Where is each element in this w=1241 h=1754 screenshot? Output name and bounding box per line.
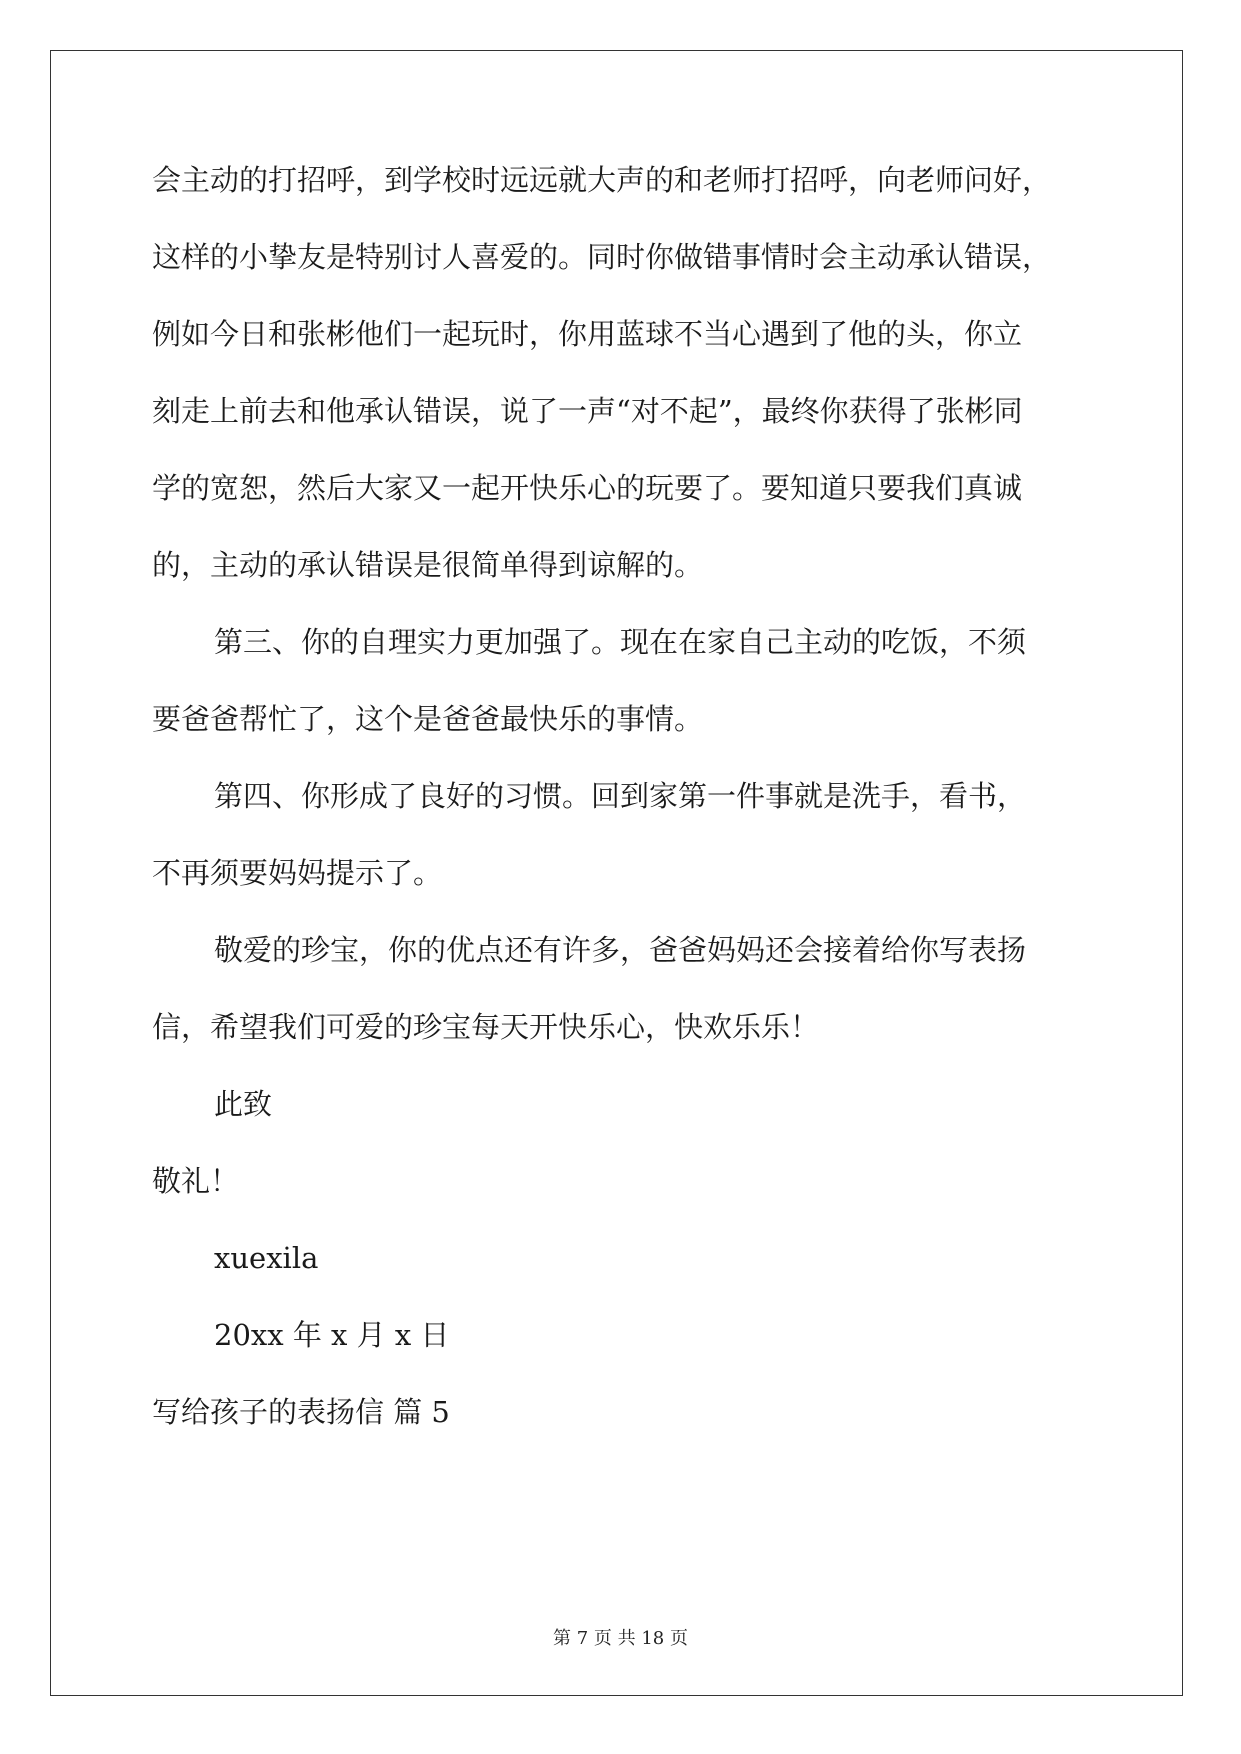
body-line-9: 第四、你形成了良好的习惯。回到家第一件事就是洗手，看书， bbox=[214, 779, 1027, 813]
body-line-7: 第三、你的自理实力更加强了。现在在家自己主动的吃饭，不须 bbox=[214, 625, 1027, 659]
body-line-3: 例如今日和张彬他们一起玩时，你用蓝球不当心遇到了他的头，你立 bbox=[152, 317, 1023, 351]
body-line-10: 不再须要妈妈提示了。 bbox=[152, 856, 443, 890]
body-line-6: 的，主动的承认错误是很简单得到谅解的。 bbox=[152, 548, 704, 582]
body-line-1: 会主动的打招呼，到学校时远远就大声的和老师打招呼，向老师问好， bbox=[152, 163, 1052, 197]
signature: xuexila bbox=[214, 1241, 319, 1275]
body-line-8: 要爸爸帮忙了，这个是爸爸最快乐的事情。 bbox=[152, 702, 704, 736]
closing-salutation: 此致 bbox=[214, 1087, 273, 1121]
body-line-2: 这样的小挚友是特别讨人喜爱的。同时你做错事情时会主动承认错误， bbox=[152, 240, 1052, 274]
body-line-11: 敬爱的珍宝，你的优点还有许多，爸爸妈妈还会接着给你写表扬 bbox=[214, 933, 1027, 967]
body-line-12: 信，希望我们可爱的珍宝每天开快乐心，快欢乐乐！ bbox=[152, 1010, 820, 1044]
date-line: 20xx 年 x 月 x 日 bbox=[214, 1318, 450, 1352]
section-heading: 写给孩子的表扬信 篇 5 bbox=[152, 1395, 450, 1429]
page-footer: 第 7 页 共 18 页 bbox=[553, 1628, 688, 1649]
body-line-4: 刻走上前去和他承认错误，说了一声“对不起”，最终你获得了张彬同 bbox=[152, 394, 1023, 428]
closing-regards: 敬礼！ bbox=[152, 1164, 240, 1198]
body-line-5: 学的宽恕，然后大家又一起开快乐心的玩要了。要知道只要我们真诚 bbox=[152, 471, 1023, 505]
